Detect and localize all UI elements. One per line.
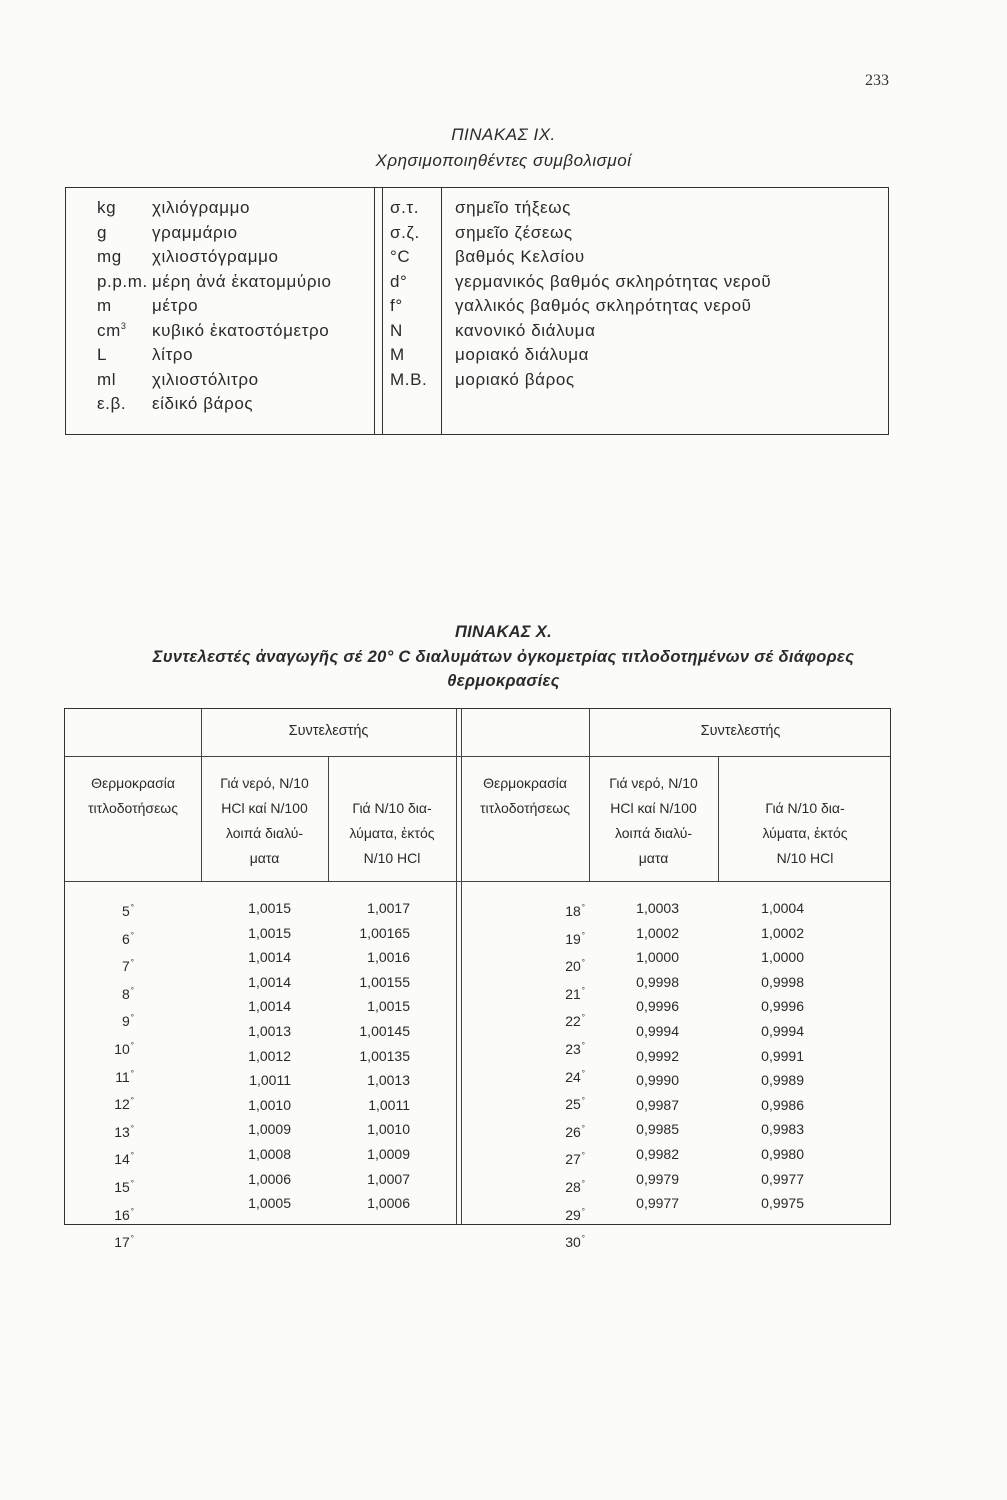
- body-rule: [65, 881, 890, 882]
- temperature-cell: [114, 896, 134, 924]
- header-line: HCl καί Ν/100: [221, 800, 308, 816]
- temperature-value: 6: [122, 930, 130, 947]
- temperature-cell: [565, 1034, 585, 1062]
- symbol-text: g: [97, 222, 108, 242]
- temperature-cell: [565, 1144, 585, 1172]
- value-cell: 1,0004: [761, 900, 804, 916]
- description-cell: μοριακό βάρος: [455, 369, 575, 389]
- value-cell: 0,9982: [636, 1145, 679, 1162]
- temperature-cell: [565, 1200, 585, 1228]
- header-line: λύματα, ἐκτός: [349, 825, 435, 841]
- header-line: Γιά Ν/10 δια-: [765, 800, 845, 816]
- header-line: τιτλοδοτήσεως: [479, 800, 570, 816]
- value-cell: 1,0002: [761, 924, 804, 941]
- temps-left-column: [114, 896, 134, 1255]
- value-cell: 0,9996: [761, 998, 804, 1015]
- value-cell: 0,9980: [761, 1145, 804, 1162]
- symbol-cell: [97, 221, 148, 246]
- water-header-left: [201, 771, 328, 871]
- value-cell: 0,9977: [761, 1170, 804, 1187]
- degree-symbol: °: [581, 1234, 585, 1244]
- temperature-cell: [565, 951, 585, 979]
- symbol-cell: M: [390, 345, 405, 364]
- table-ix-subheading: Χρησιμοποιηθέντες συμβολισμοί: [375, 151, 632, 170]
- other-header-left: [328, 796, 456, 871]
- symbol-cell: [97, 270, 148, 295]
- degree-symbol: °: [130, 1206, 134, 1216]
- temperature-value: 30: [565, 1234, 581, 1251]
- temperature-cell: [565, 1062, 585, 1090]
- temperature-cell: [114, 1200, 134, 1228]
- temperature-value: 22: [565, 1013, 581, 1030]
- value-cell: 0,9979: [636, 1170, 679, 1187]
- symbol-text: mg: [97, 247, 122, 266]
- value-cell: 0,9975: [761, 1195, 804, 1212]
- value-cell: 0,9987: [636, 1096, 679, 1113]
- value-cell: 0,9989: [761, 1072, 804, 1089]
- temperature-cell: [114, 1117, 134, 1145]
- value-cell: 0,9991: [761, 1047, 804, 1064]
- symbol-cell: [97, 245, 148, 270]
- temperature-value: 20: [565, 958, 581, 975]
- description-cell: κανονικό διάλυμα: [455, 320, 596, 340]
- table-ix-heading: ΠΙΝΑΚΑΣ ΙΧ.: [451, 125, 556, 144]
- temperature-value: 11: [115, 1068, 130, 1085]
- vline-3a: [456, 709, 457, 1224]
- temperature-cell: [114, 951, 134, 979]
- left-descriptions-column: [152, 196, 332, 417]
- symbol-cell: σ.ζ.: [390, 222, 420, 242]
- header-line: Θερμοκρασία: [91, 775, 175, 791]
- water-right-column: [636, 896, 679, 1216]
- description-cell: μέρη ἀνά ἑκατομμύριο: [152, 271, 332, 291]
- symbol-cell: [97, 392, 148, 417]
- symbol-text: ml: [97, 369, 117, 389]
- description-cell: χιλιοστόγραμμο: [152, 247, 279, 266]
- value-cell: 1,0010: [367, 1121, 410, 1138]
- degree-symbol: °: [581, 985, 585, 995]
- header-line: Θερμοκρασία: [483, 775, 567, 791]
- value-cell: 1,0015: [248, 924, 291, 941]
- symbol-cell: [97, 343, 148, 368]
- temperature-cell: [565, 1227, 585, 1255]
- value-cell: 1,0008: [248, 1145, 291, 1162]
- description-cell: γερμανικός βαθμός σκληρότητας νεροῦ: [455, 271, 772, 291]
- table-x-subheading: Συντελεστές ἀναγωγῆς σέ 20° C διαλυμάτων ὀγκομετρίας τιτλοδοτημένων σέ διάφορες: [152, 647, 855, 666]
- temperature-value: 17: [114, 1234, 130, 1251]
- symbol-text: m: [97, 296, 112, 315]
- degree-symbol: °: [581, 958, 585, 968]
- temperature-value: 26: [565, 1123, 581, 1140]
- value-cell: 1,0011: [249, 1072, 291, 1089]
- value-cell: 0,9986: [761, 1096, 804, 1113]
- value-cell: 0,9985: [636, 1121, 679, 1138]
- temperature-value: 5: [122, 903, 130, 919]
- value-cell: 0,9983: [761, 1121, 804, 1138]
- symbol-cell: [97, 294, 148, 319]
- temperature-cell: [565, 1006, 585, 1034]
- header-line: Ν/10 HCl: [776, 850, 834, 866]
- degree-symbol: °: [130, 958, 134, 968]
- value-cell: 1,0016: [367, 949, 410, 966]
- table-x-heading: ΠΙΝΑΚΑΣ Χ.: [454, 623, 552, 641]
- symbol-cell: N: [390, 320, 403, 340]
- value-cell: 1,0014: [248, 949, 291, 966]
- page-number: 233: [865, 72, 889, 89]
- temperature-cell: [114, 1172, 134, 1200]
- temperature-value: 24: [565, 1068, 581, 1085]
- temperature-cell: [114, 924, 134, 952]
- temperature-value: 18: [565, 903, 581, 919]
- coefficient-header-left: Συντελεστής: [288, 723, 369, 739]
- temperature-cell: [114, 979, 134, 1007]
- description-cell: μέτρο: [152, 296, 199, 315]
- value-cell: 1,00155: [359, 973, 410, 990]
- value-cell: 1,0013: [367, 1072, 410, 1089]
- value-cell: 1,0009: [248, 1121, 291, 1138]
- header-rule: [65, 756, 890, 757]
- value-cell: 1,0007: [367, 1170, 410, 1187]
- temperature-value: 8: [122, 985, 130, 1002]
- temperature-value: 25: [565, 1096, 581, 1113]
- temperature-value: 23: [565, 1040, 581, 1057]
- other-header-right: [718, 796, 892, 871]
- temperature-value: 13: [114, 1123, 130, 1140]
- temperature-value: 16: [114, 1206, 130, 1223]
- symbols-table: [65, 187, 889, 435]
- value-cell: 1,0014: [248, 998, 291, 1015]
- header-line: τιτλοδοτήσεως: [87, 800, 178, 816]
- divider-symbol: [441, 188, 442, 434]
- description-cell: είδικό βάρος: [152, 394, 254, 413]
- temperature-value: 28: [565, 1178, 581, 1195]
- symbol-cell: f°: [390, 296, 403, 315]
- table-ix-title: [0, 122, 1007, 174]
- degree-symbol: °: [130, 903, 134, 912]
- value-cell: 1,0015: [367, 998, 410, 1015]
- degree-symbol: °: [130, 1013, 134, 1023]
- degree-symbol: °: [581, 1096, 585, 1106]
- degree-symbol: °: [130, 1096, 134, 1106]
- temperature-cell: [565, 979, 585, 1007]
- value-cell: 1,0005: [248, 1195, 291, 1212]
- value-cell: 1,0017: [367, 900, 410, 916]
- degree-symbol: °: [130, 1151, 134, 1161]
- description-cell: μοριακό διάλυμα: [455, 345, 590, 364]
- other-left-column: [359, 896, 410, 1216]
- coefficient-header-right: Συντελεστής: [700, 723, 781, 739]
- degree-symbol: °: [130, 1040, 134, 1050]
- temperature-value: 19: [565, 930, 581, 947]
- degree-symbol: °: [581, 1123, 585, 1133]
- temperature-value: 27: [565, 1151, 581, 1168]
- symbol-cell: [97, 196, 148, 221]
- table-x-subheading-2: θερμοκρασίες: [447, 672, 560, 690]
- value-cell: 0,9990: [636, 1072, 679, 1089]
- header-line: Ν/10 HCl: [363, 850, 421, 866]
- temperature-cell: [565, 1089, 585, 1117]
- value-cell: 1,0000: [761, 949, 804, 966]
- temperature-value: 14: [114, 1151, 130, 1168]
- value-cell: 1,00135: [359, 1047, 410, 1064]
- temperature-value: 7: [122, 958, 130, 975]
- header-line: ματα: [638, 850, 669, 866]
- description-cell: χιλιόγραμμο: [152, 198, 251, 217]
- temperature-cell: [114, 1144, 134, 1172]
- temperature-cell: [114, 1062, 134, 1090]
- description-cell: σημεῖο τήξεως: [455, 198, 571, 217]
- value-cell: 0,9994: [636, 1022, 679, 1039]
- value-cell: 0,9998: [761, 973, 804, 990]
- header-line: Γιά Ν/10 δια-: [352, 800, 432, 816]
- symbol-text: L: [97, 345, 108, 364]
- header-line: λύματα, ἐκτός: [762, 825, 848, 841]
- description-cell: σημεῖο ζέσεως: [455, 222, 573, 242]
- description-cell: βαθμός Κελσίου: [455, 247, 585, 266]
- divider-left-b: [382, 188, 383, 434]
- value-cell: 1,0010: [248, 1096, 291, 1113]
- symbol-text: p.p.m.: [97, 271, 148, 291]
- temps-right-column: [565, 896, 585, 1255]
- header-line: Γιά νερό, Ν/10: [609, 775, 698, 791]
- water-left-column: [248, 896, 291, 1216]
- description-cell: γραμμάριο: [152, 222, 238, 242]
- temperature-value: 12: [114, 1096, 130, 1113]
- correction-factors-table: [64, 708, 891, 1251]
- description-cell: χιλιοστόλιτρο: [152, 369, 259, 389]
- value-cell: 1,0006: [367, 1195, 410, 1212]
- description-cell: γαλλικός βαθμός σκληρότητας νεροῦ: [455, 296, 752, 315]
- value-cell: 0,9994: [761, 1022, 804, 1039]
- water-header-right: [589, 771, 718, 871]
- table-x-title: [0, 620, 1007, 694]
- temp-header-right: [461, 771, 589, 821]
- description-cell: κυβικό ἑκατοστόμετρο: [152, 320, 330, 340]
- degree-symbol: °: [581, 1013, 585, 1023]
- temperature-cell: [114, 1006, 134, 1034]
- value-cell: 1,00145: [359, 1022, 410, 1039]
- temperature-cell: [114, 1089, 134, 1117]
- symbol-text: cm: [97, 320, 121, 340]
- temperature-value: 9: [122, 1013, 130, 1030]
- value-cell: 1,0000: [636, 949, 679, 966]
- other-right-column: [761, 896, 804, 1216]
- degree-symbol: °: [581, 903, 585, 912]
- symbol-cell: [97, 319, 148, 344]
- temperature-cell: [114, 1227, 134, 1255]
- degree-symbol: °: [581, 1068, 585, 1078]
- right-descriptions-column: [455, 196, 771, 392]
- temperature-cell: [114, 1034, 134, 1062]
- degree-symbol: °: [130, 1234, 134, 1244]
- temp-header-left: [65, 771, 201, 821]
- degree-symbol: °: [581, 930, 585, 940]
- value-cell: 1,0012: [248, 1047, 291, 1064]
- temperature-value: 21: [565, 985, 581, 1002]
- symbol-cell: °C: [390, 247, 411, 266]
- header-line: Γιά νερό, Ν/10: [220, 775, 309, 791]
- description-cell: λίτρο: [152, 345, 194, 364]
- degree-symbol: °: [130, 1123, 134, 1133]
- value-cell: 0,9992: [636, 1047, 679, 1064]
- value-cell: 1,0013: [248, 1022, 291, 1039]
- symbol-cell: M.B.: [390, 369, 428, 389]
- left-symbols-column: [97, 196, 148, 417]
- temperature-value: 15: [114, 1178, 130, 1195]
- degree-symbol: °: [130, 1068, 134, 1078]
- value-cell: 1,0015: [248, 900, 291, 916]
- temperature-value: 29: [565, 1206, 581, 1223]
- value-cell: 1,0014: [248, 973, 291, 990]
- symbol-text: kg: [97, 198, 117, 217]
- value-cell: 1,0002: [636, 924, 679, 941]
- temperature-cell: [565, 896, 585, 924]
- temperature-cell: [565, 1172, 585, 1200]
- header-line: λοιπά διαλύ-: [614, 825, 693, 841]
- degree-symbol: °: [130, 930, 134, 940]
- value-cell: 1,0009: [367, 1145, 410, 1162]
- temperature-value: 10: [114, 1040, 130, 1057]
- degree-symbol: °: [581, 1206, 585, 1216]
- degree-symbol: °: [130, 985, 134, 995]
- symbol-superscript: 3: [120, 320, 127, 331]
- value-cell: 1,0003: [636, 900, 679, 916]
- symbol-cell: σ.τ.: [390, 198, 420, 217]
- value-cell: 0,9998: [636, 973, 679, 990]
- degree-symbol: °: [581, 1178, 585, 1188]
- header-line: λοιπά διαλύ-: [225, 825, 304, 841]
- degree-symbol: °: [130, 1178, 134, 1188]
- degree-symbol: °: [581, 1151, 585, 1161]
- degree-symbol: °: [581, 1040, 585, 1050]
- value-cell: 1,0006: [248, 1170, 291, 1187]
- symbol-text: ε.β.: [97, 394, 127, 413]
- divider-left-a: [374, 188, 375, 434]
- header-line: ματα: [249, 850, 280, 866]
- value-cell: 1,00165: [359, 924, 410, 941]
- header-line: HCl καί Ν/100: [610, 800, 697, 816]
- temperature-cell: [565, 1117, 585, 1145]
- value-cell: 1,0011: [368, 1096, 410, 1113]
- right-symbols-column: [390, 196, 427, 392]
- temperature-cell: [565, 924, 585, 952]
- value-cell: 0,9996: [636, 998, 679, 1015]
- symbol-cell: d°: [390, 271, 408, 291]
- value-cell: 0,9977: [636, 1195, 679, 1212]
- symbol-cell: [97, 368, 148, 393]
